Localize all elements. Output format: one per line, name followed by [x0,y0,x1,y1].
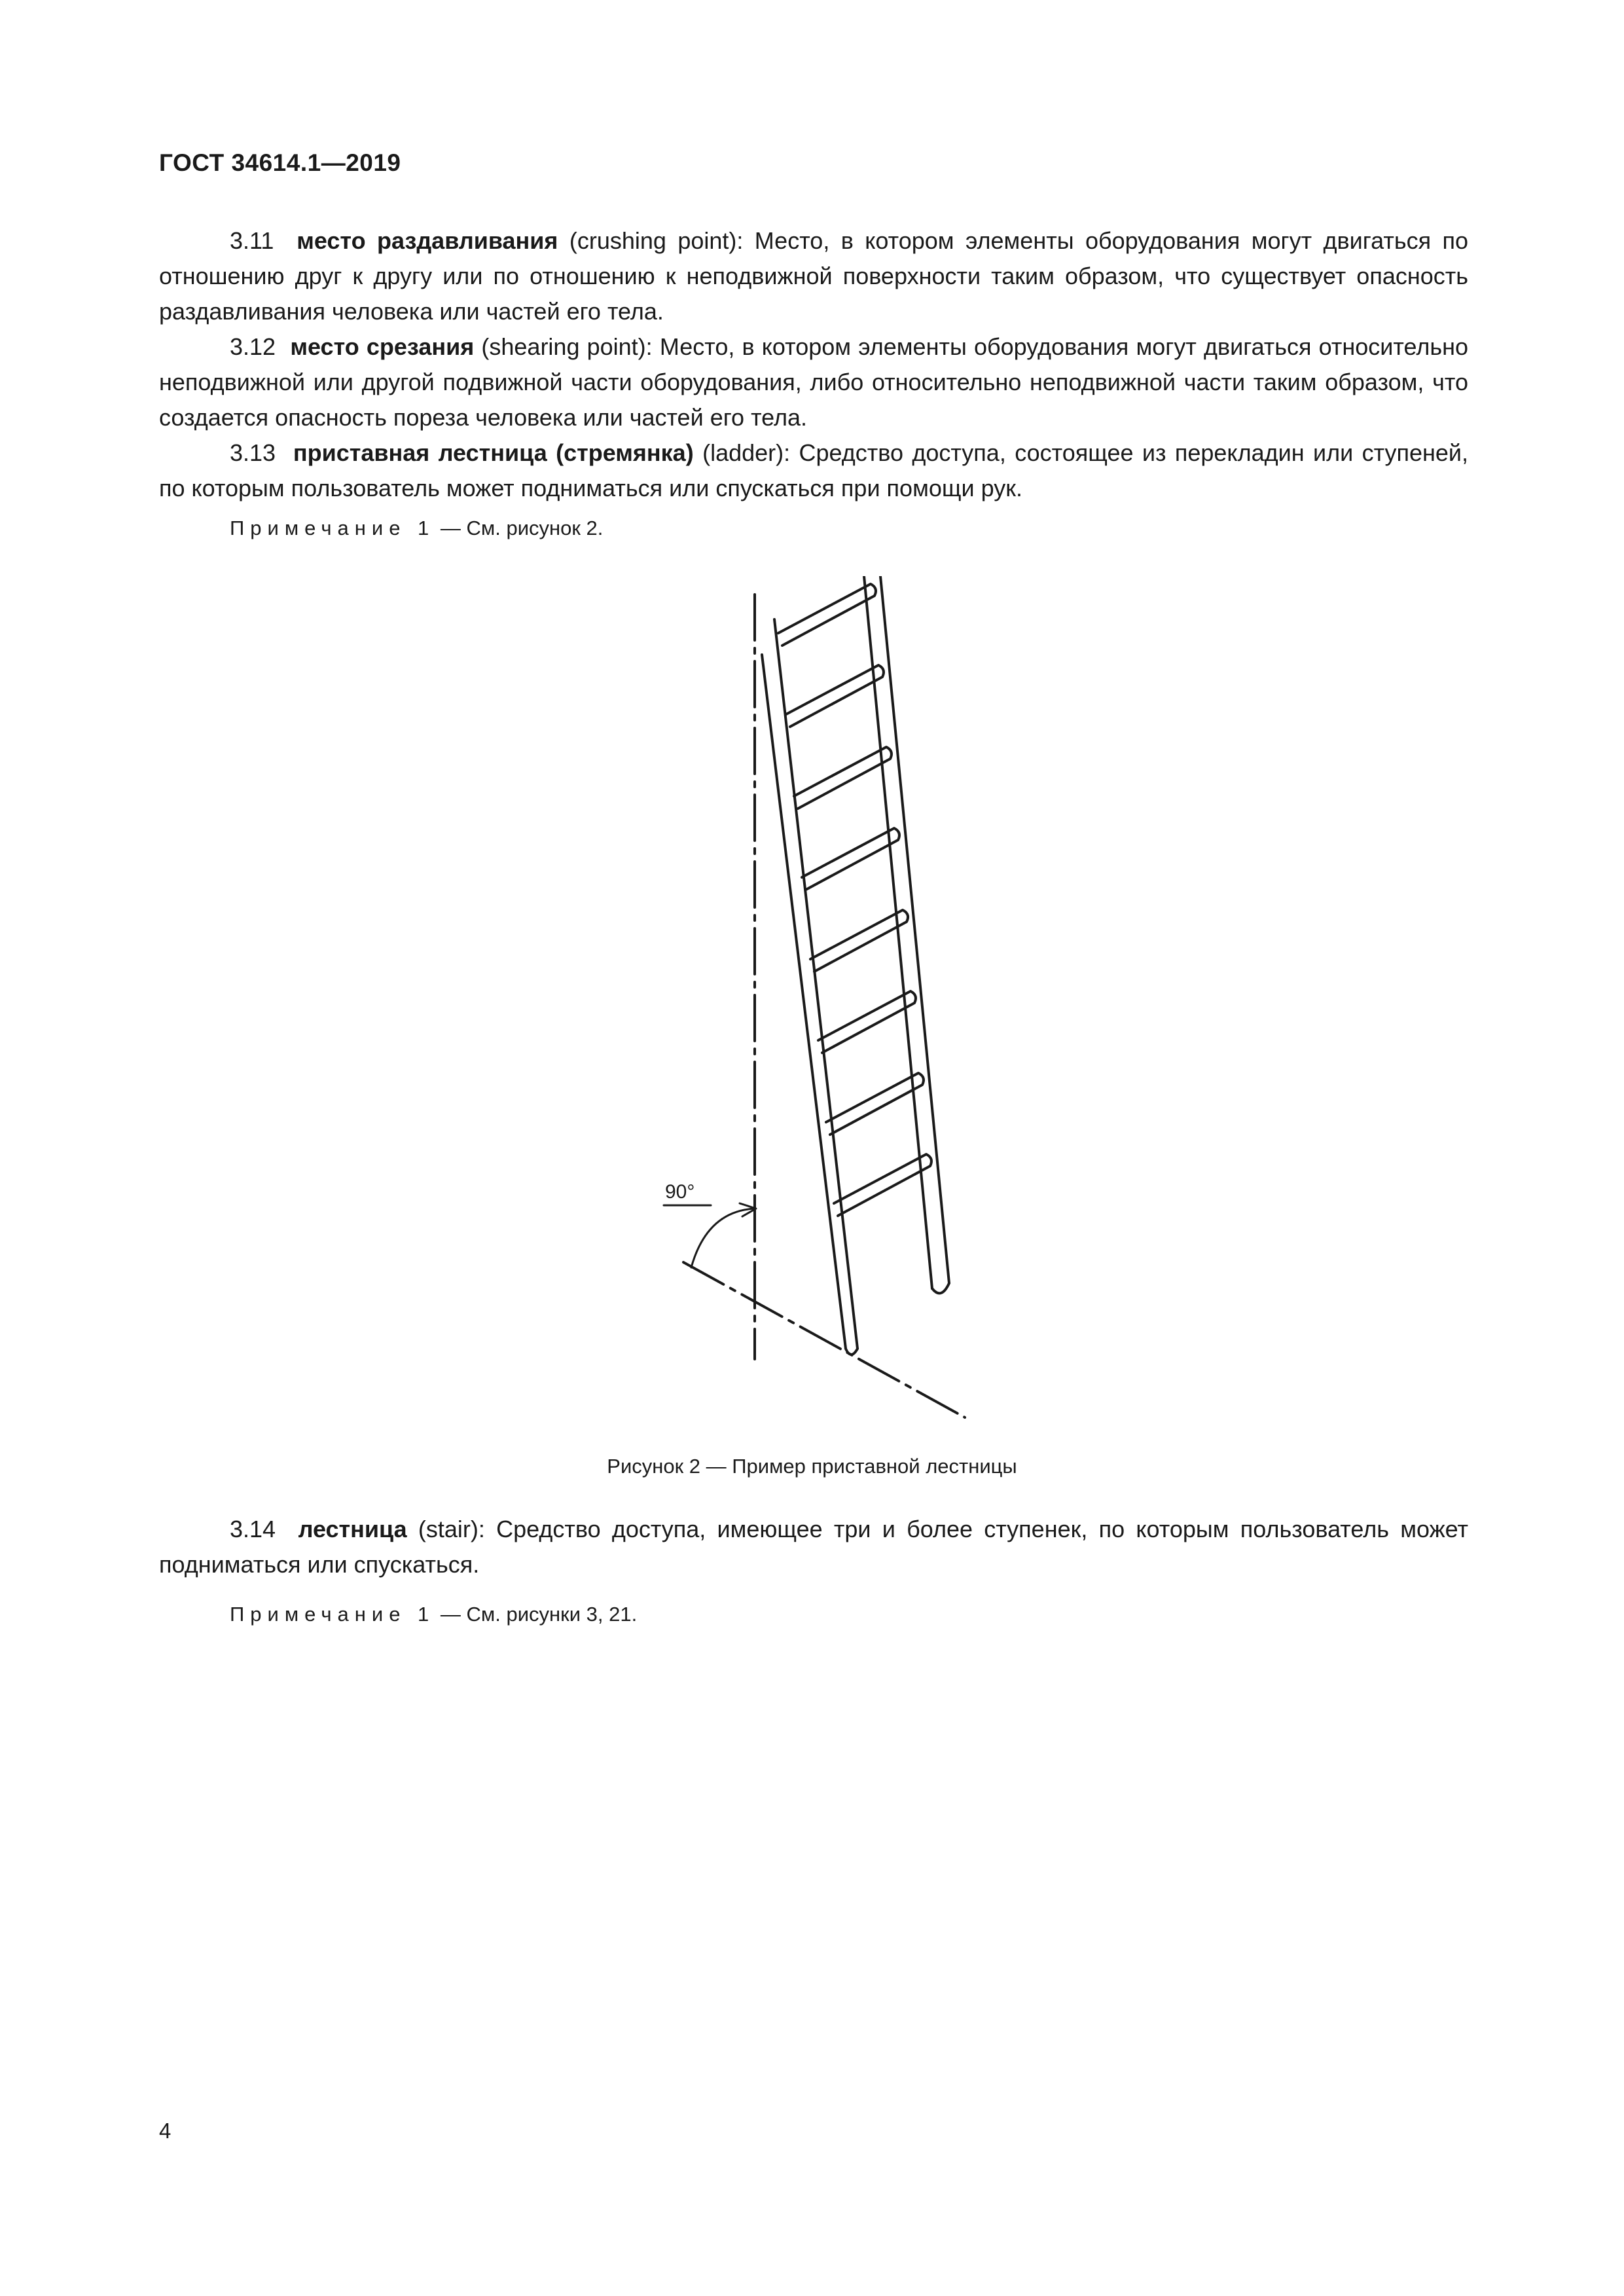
page-number: 4 [159,2119,171,2143]
ladder-figure [648,576,988,1427]
definition-3-12 [159,329,1468,435]
ladder-drawing [648,576,988,1427]
left-rail-inner [774,619,857,1349]
note-text: — См. рисунок 2. [440,517,604,539]
rung [802,828,899,890]
left-rail-foot [846,1349,857,1355]
note-label: Примечание 1 [230,517,435,539]
note-label: Примечание 1 [230,1603,435,1626]
ground-line [683,1262,965,1417]
rung [834,1154,931,1216]
left-rail-outer [762,655,846,1349]
note-figures-3-21 [159,1600,637,1629]
figure-caption: Рисунок 2 — Пример приставной лестницы [607,1455,1017,1478]
clause-number: 3.12 [230,333,276,360]
definition-3-14 [159,1512,1468,1582]
rung [810,910,908,972]
angle-label: 90° [665,1181,695,1203]
clause-number: 3.14 [230,1516,276,1542]
rung [794,747,892,809]
rung [818,991,916,1053]
term: место срезания [290,333,475,360]
rung [786,665,884,727]
term: место раздавливания [297,227,558,254]
definition-3-13 [159,435,1468,506]
note-figure-2 [159,514,603,543]
clause-number: 3.11 [230,227,274,254]
ladder-rungs [778,584,931,1216]
rung [826,1073,924,1135]
angle-arc [691,1209,755,1267]
term: приставная лестница (стремянка) [293,439,694,466]
definition-3-11 [159,223,1468,329]
definition-text: (crushing point): Место, в котором элементы оборудования могут двигаться по отношению друг к другу или по отношению к неподвижной поверхности таким образом, что существует опасность раздавливания человека или частей его тела. [159,227,1469,325]
clause-number: 3.13 [230,439,276,466]
definitions-block-2 [159,1512,1468,1582]
right-rail-foot [932,1283,949,1293]
definition-text: (shearing point): Место, в котором элементы оборудования могут двигаться относительно неподвижной или другой подвижной части оборудования, либо относительно неподвижной части таким образом, что создается опасность пореза человека или частей его тела. [159,333,1468,431]
note-text: — См. рисунки 3, 21. [440,1603,638,1626]
document-header: ГОСТ 34614.1—2019 [159,149,401,176]
rung [778,584,876,646]
term: лестница [298,1516,407,1542]
definition-text: (ladder): Средство доступа, состоящее из перекладин или ступеней, по которым пользователь может подниматься или спускаться при помощи рук. [159,439,1468,501]
definition-text: (stair): Средство доступа, имеющее три и более ступенек, по которым пользователь может подниматься или спускаться. [159,1516,1468,1578]
definitions-block-1 [159,223,1468,506]
